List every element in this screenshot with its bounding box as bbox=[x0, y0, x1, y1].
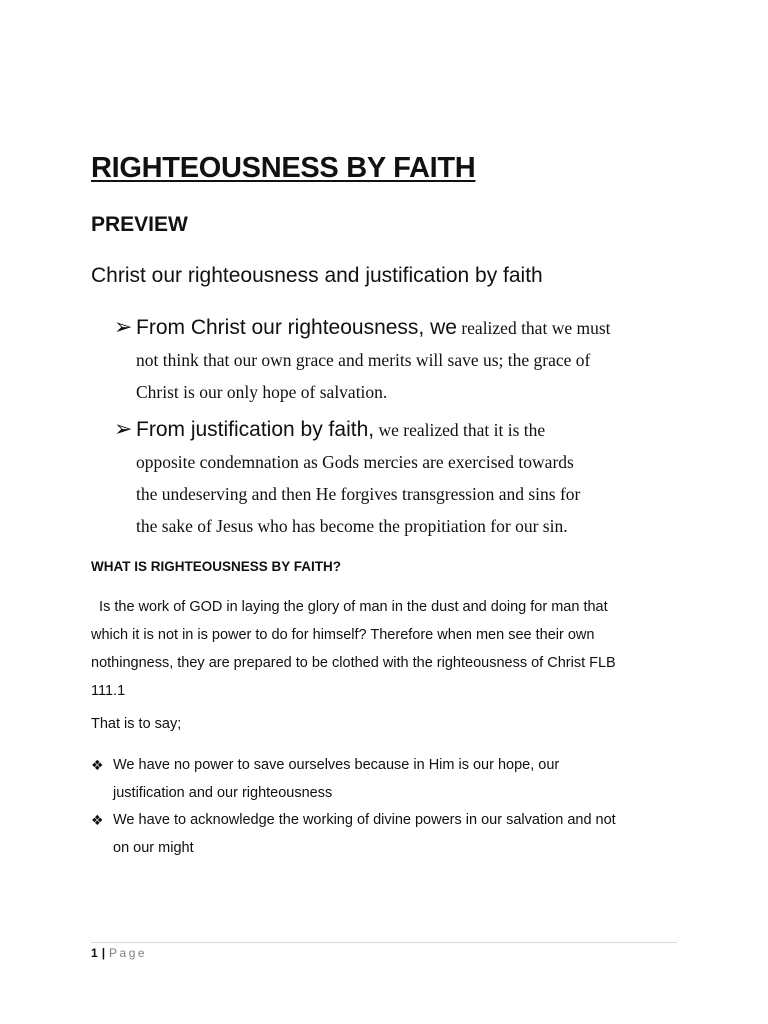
preview-heading: PREVIEW bbox=[91, 213, 188, 236]
document-title: RIGHTEOUSNESS BY FAITH bbox=[91, 152, 476, 184]
arrow-item-line bbox=[136, 312, 674, 344]
diamond-bullet-icon: ❖ bbox=[91, 757, 104, 773]
paragraph-line: 111.1 bbox=[91, 683, 126, 699]
arrow-item-line: not think that our own grace and merits will save us; the grace of bbox=[136, 350, 591, 370]
bullet-line: We have to acknowledge the working of divine powers in our salvation and not bbox=[113, 812, 616, 828]
bullet-line: We have no power to save ourselves because in Him is our hope, our bbox=[113, 757, 560, 773]
bullet-line: on our might bbox=[113, 840, 194, 856]
section-heading: WHAT IS RIGHTEOUSNESS BY FAITH? bbox=[91, 559, 342, 574]
arrow-item-text: we realized that it is the bbox=[374, 420, 546, 440]
body-paragraph bbox=[91, 593, 681, 705]
page-label: Page bbox=[109, 946, 148, 960]
diamond-list-item bbox=[91, 751, 681, 807]
arrow-list-item bbox=[114, 414, 674, 542]
paragraph-line: nothingness, they are prepared to be clothed with the righteousness of Christ FLB bbox=[91, 655, 616, 671]
footer-separator: | bbox=[101, 946, 106, 960]
arrow-item-lead: From justification by faith, bbox=[136, 418, 375, 441]
page-number: 1 bbox=[91, 946, 98, 960]
arrow-item-line: the sake of Jesus who has become the propitiation for our sin. bbox=[136, 516, 568, 536]
page-footer bbox=[91, 946, 147, 960]
bullet-line: justification and our righteousness bbox=[113, 785, 333, 801]
paragraph-line: which it is not in is power to do for himself? Therefore when men see their own bbox=[91, 627, 595, 643]
arrow-item-line bbox=[136, 414, 674, 446]
diamond-bullet-icon: ❖ bbox=[91, 812, 104, 828]
subtitle: Christ our righteousness and justification by faith bbox=[91, 264, 543, 287]
arrow-item-line: Christ is our only hope of salvation. bbox=[136, 382, 388, 402]
paragraph-line: Is the work of GOD in laying the glory of man in the dust and doing for man that bbox=[91, 599, 608, 615]
arrow-bullet-icon: ➢ bbox=[114, 416, 133, 441]
arrow-item-text: realized that we must bbox=[456, 318, 611, 338]
arrow-item-line: opposite condemnation as Gods mercies are exercised towards bbox=[136, 452, 574, 472]
arrow-list-item bbox=[114, 312, 674, 408]
that-is-label: That is to say; bbox=[91, 716, 182, 732]
footer-divider bbox=[91, 942, 677, 943]
arrow-item-line: the undeserving and then He forgives transgression and sins for bbox=[136, 484, 581, 504]
diamond-list-item bbox=[91, 806, 681, 862]
arrow-item-lead: From Christ our righteousness, we bbox=[136, 316, 457, 339]
arrow-bullet-icon: ➢ bbox=[114, 314, 133, 339]
